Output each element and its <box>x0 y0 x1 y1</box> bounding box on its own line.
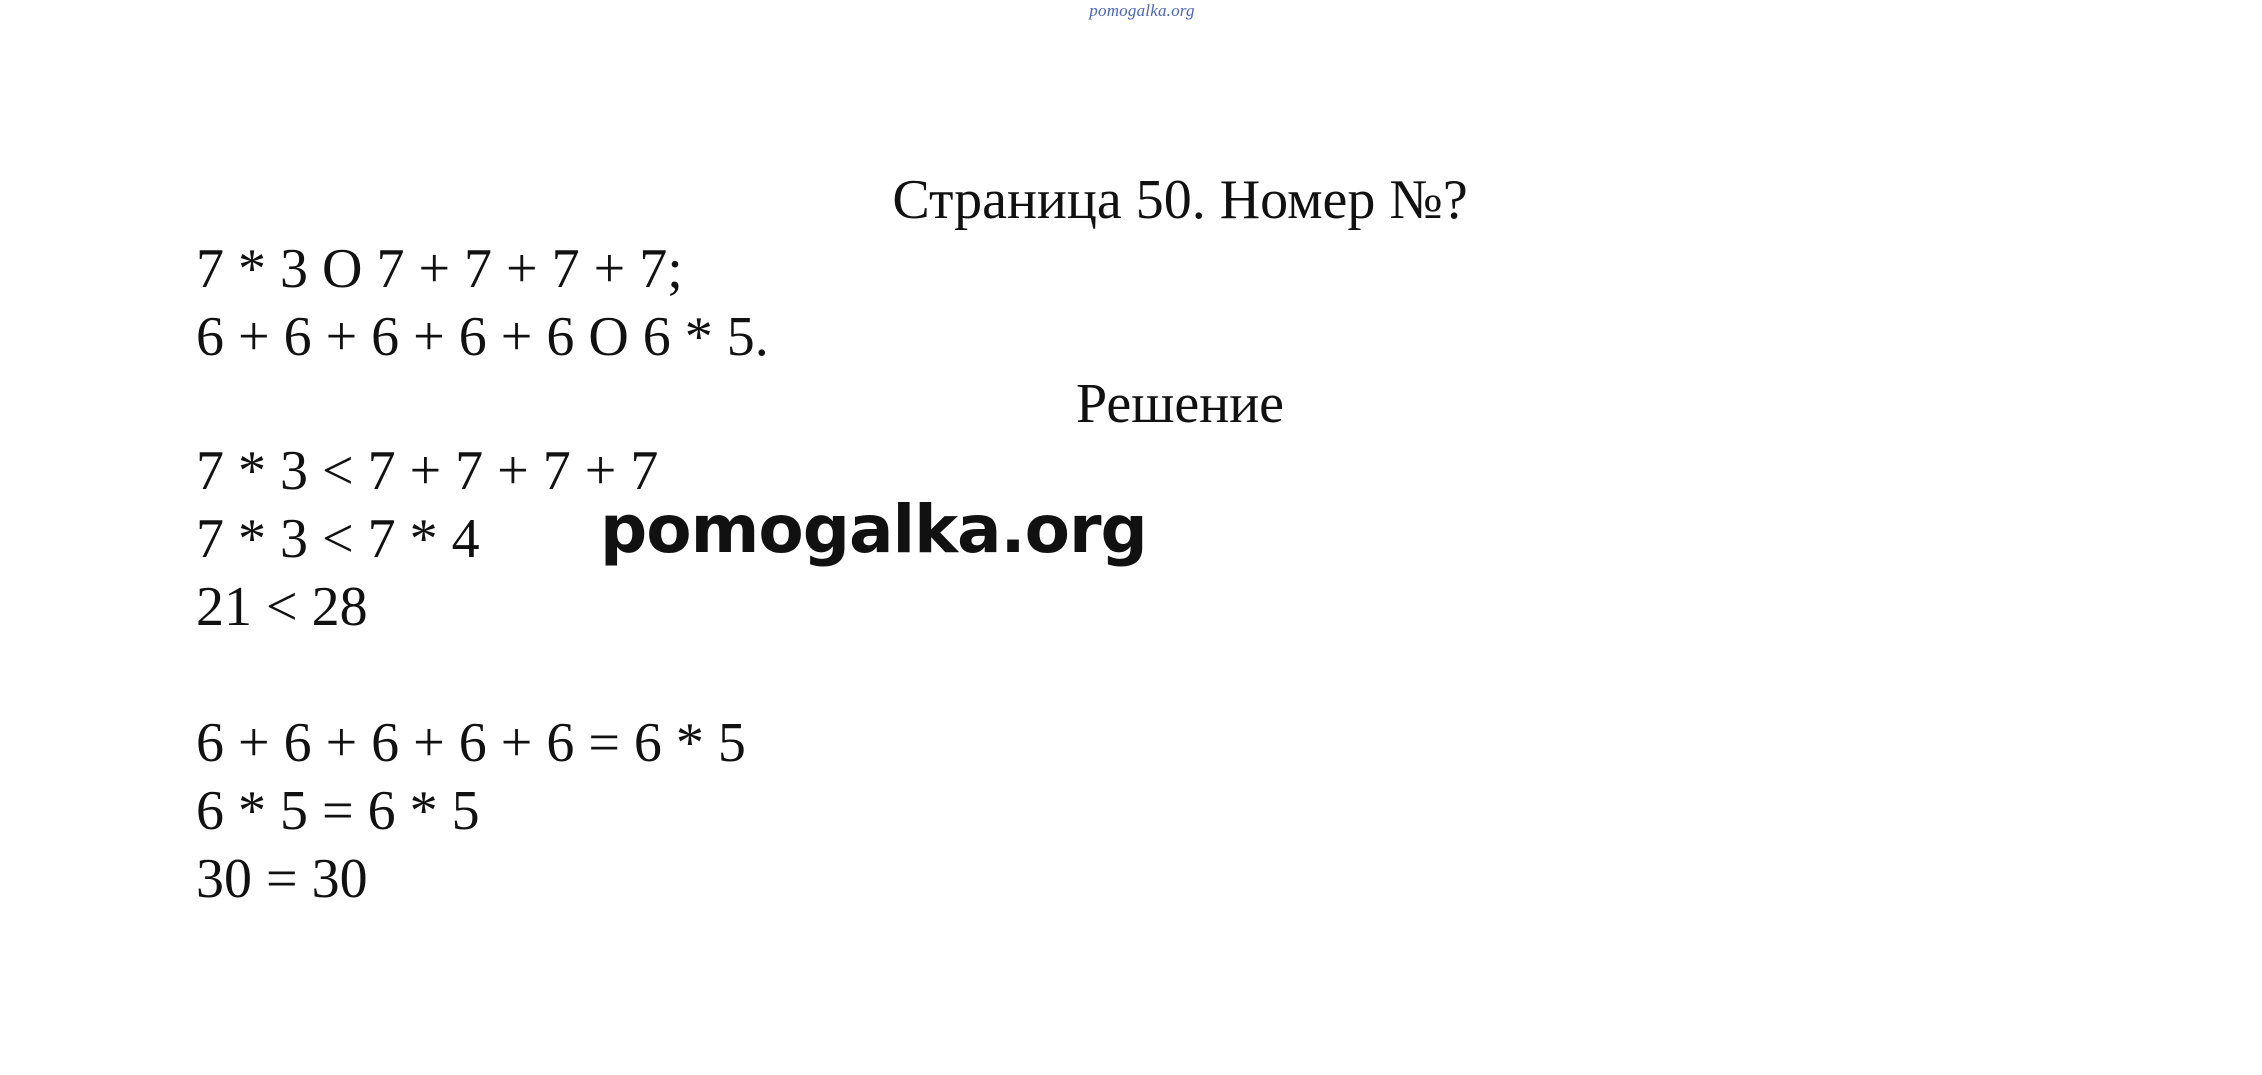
solution-spacer <box>196 641 746 709</box>
solution-line-4: 6 + 6 + 6 + 6 + 6 = 6 * 5 <box>196 712 746 774</box>
page-title: Страница 50. Номер №? <box>892 169 1468 231</box>
solution-line-3: 21 < 28 <box>196 576 368 638</box>
solution-line-5: 6 * 5 = 6 * 5 <box>196 780 480 842</box>
solution-line-6: 30 = 30 <box>196 848 368 910</box>
watermark-logo: pomogalka.org <box>600 491 1147 568</box>
solution-heading: Решение <box>1075 373 1285 435</box>
task-line-2: 6 + 6 + 6 + 6 + 6 O 6 * 5. <box>196 306 769 368</box>
site-link[interactable]: pomogalka.org <box>1089 1 1195 20</box>
task-line-1: 7 * 3 O 7 + 7 + 7 + 7; <box>196 238 683 300</box>
task-statement <box>196 235 769 371</box>
solution-line-2: 7 * 3 < 7 * 4 <box>196 508 480 570</box>
solution-line-1: 7 * 3 < 7 + 7 + 7 + 7 <box>196 440 659 502</box>
